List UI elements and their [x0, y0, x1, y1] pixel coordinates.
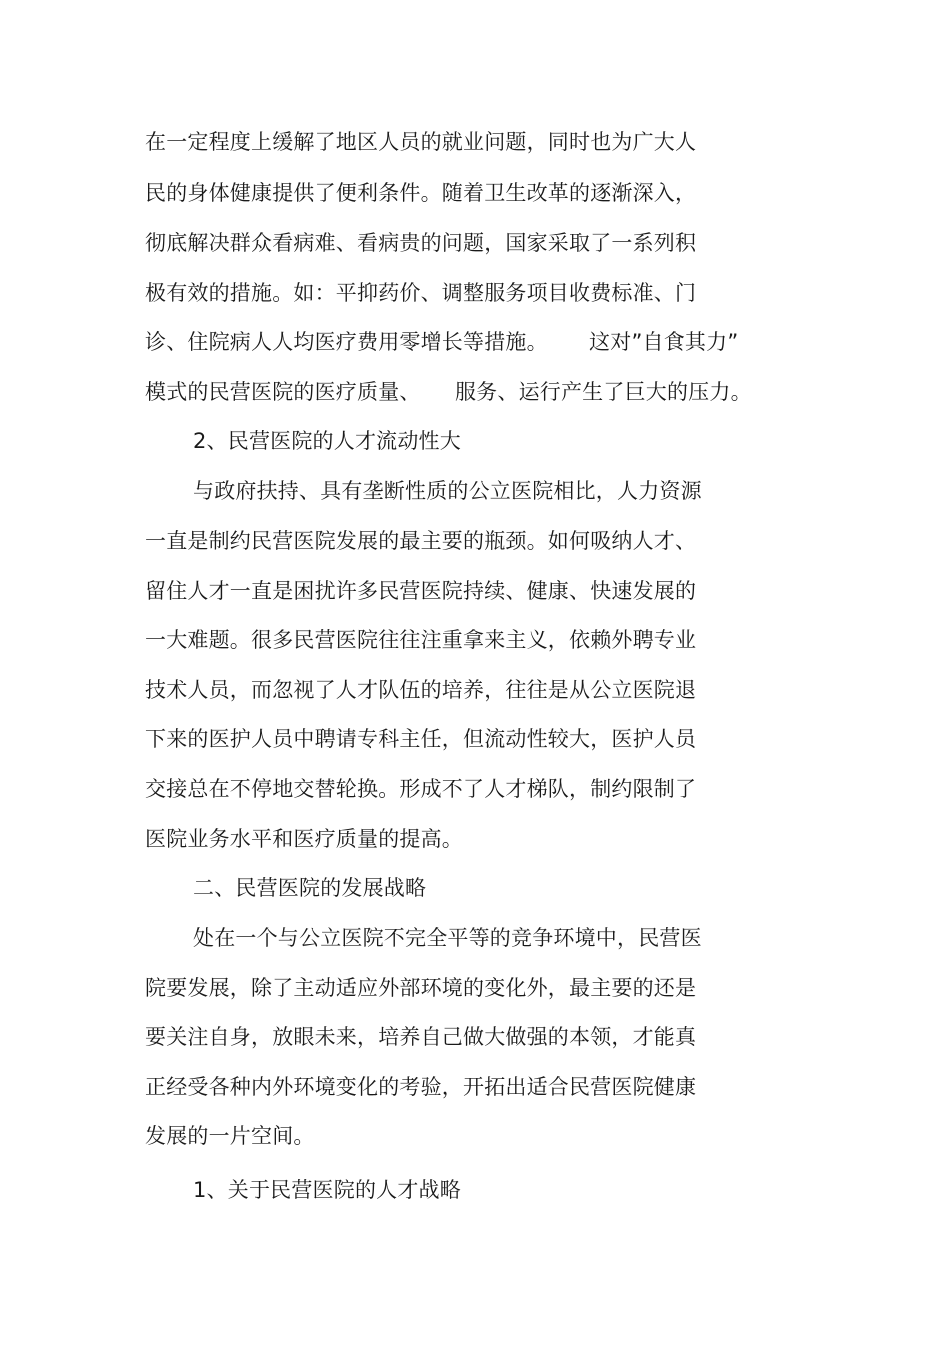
paragraph-line: 一大难题。很多民营医院往往注重拿来主义，依赖外聘专业 [145, 628, 697, 652]
paragraph-line: 民的身体健康提供了便利条件。随着卫生改革的逐渐深入， [145, 181, 697, 205]
paragraph-line: 技术人员，而忽视了人才队伍的培养，往往是从公立医院退 [145, 678, 697, 702]
paragraph-line: 模式的民营医院的医疗质量、 服务、运行产生了巨大的压力。 [145, 380, 752, 404]
paragraph-line: 彻底解决群众看病难、看病贵的问题，国家采取了一系列积 [145, 231, 697, 255]
paragraph-line: 留住人才一直是困扰许多民营医院持续、健康、快速发展的 [145, 579, 697, 603]
paragraph-line: 在一定程度上缓解了地区人员的就业问题，同时也为广大人 [145, 130, 697, 154]
paragraph-line: 发展的一片空间。 [145, 1124, 315, 1148]
paragraph-line: 医院业务水平和医疗质量的提高。 [145, 827, 463, 851]
section-heading: 2、民营医院的人才流动性大 [193, 429, 461, 453]
paragraph-line: 正经受各种内外环境变化的考验，开拓出适合民营医院健康 [145, 1075, 697, 1099]
paragraph-line: 处在一个与公立医院不完全平等的竞争环境中，民营医 [193, 926, 702, 950]
section-heading: 1、关于民营医院的人才战略 [193, 1178, 461, 1202]
paragraph-line: 极有效的措施。如：平抑药价、调整服务项目收费标准、门 [145, 281, 697, 305]
section-heading: 二、民营医院的发展战略 [193, 876, 427, 900]
paragraph-line: 要关注自身，放眼未来，培养自己做大做强的本领，才能真 [145, 1025, 697, 1049]
paragraph-line: 与政府扶持、具有垄断性质的公立医院相比，人力资源 [193, 479, 702, 503]
paragraph-line: 一直是制约民营医院发展的最主要的瓶颈。如何吸纳人才、 [145, 529, 697, 553]
paragraph-line: 交接总在不停地交替轮换。形成不了人才梯队，制约限制了 [145, 777, 697, 801]
paragraph-line: 院要发展，除了主动适应外部环境的变化外，最主要的还是 [145, 976, 697, 1000]
paragraph-line: 诊、住院病人人均医疗费用零增长等措施。 这对”自食其力” [145, 330, 739, 354]
paragraph-line: 下来的医护人员中聘请专科主任，但流动性较大，医护人员 [145, 727, 697, 751]
